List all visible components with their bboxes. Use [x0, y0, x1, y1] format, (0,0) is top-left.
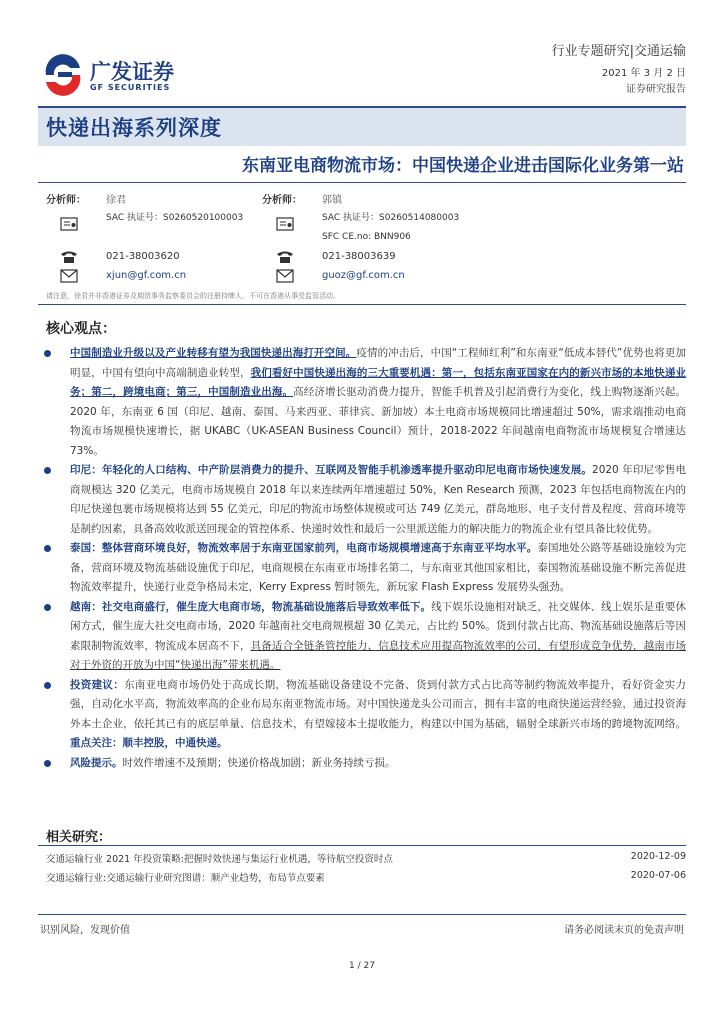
analyst-name-right: 郭镇 [322, 195, 342, 206]
related-item[interactable] [46, 870, 686, 884]
list-item [44, 344, 686, 461]
analyst-name-left: 徐君 [106, 195, 126, 206]
related-item-date: 2020-07-06 [630, 870, 686, 881]
page-number: 1 / 27 [349, 961, 375, 971]
core-views-title: 核心观点： [46, 321, 116, 337]
logo-name: 广发证券 [90, 60, 174, 84]
bullet-text: 时效件增速不及预期；快递价格战加剧；新业务持续亏损。 [122, 756, 396, 769]
bullet-heading: 风险提示。 [70, 756, 123, 769]
related-item-date: 2020-12-09 [630, 851, 686, 862]
bullet-icon [44, 545, 51, 552]
bullet-icon [44, 467, 51, 474]
bullet-icon [44, 682, 51, 689]
analyst-label-left: 分析师： [46, 195, 86, 206]
analyst-email-right[interactable]: guoz@gf.com.cn [322, 270, 405, 281]
footer-disclaimer-link: 请务必阅读末页的免责声明 [564, 925, 684, 936]
list-item [44, 598, 686, 676]
phone-icon [60, 249, 78, 268]
bullet-heading: 我们看好中国快递出海的三大重要机遇：第一，包括东南亚国家在内的新兴市场的本地快递业务；第二，跨境电商；第三，中国制造业出海。 [70, 366, 687, 398]
analyst-disclaimer: 请注意，徐君并非香港证券及期货事务监察委员会的注册持牌人，不可在香港从事受监管活动。 [46, 292, 340, 300]
footer-rule [38, 914, 686, 915]
bullet-text: 高经济增长驱动消费力提升，智能手机普及引起消费行为变化，线上购物逐渐兴起。2020 年，东南亚 6 国（印尼、越南、泰国、马来西亚、菲律宾、新加坡）本土电商市场规模同比增速超过 50%，需求端推动电商物流市场规模快速增长，据 UKABC（UK-ASEAN Business Council）预计，2018-2022 年间越南电商物流市场规模复合增速达 73%。 [70, 386, 686, 457]
company-logo [40, 52, 190, 98]
email-icon [276, 268, 294, 287]
report-type: 证券研究报告 [626, 84, 686, 95]
bullet-icon [44, 604, 51, 611]
series-title: 快递出海系列深度 [46, 116, 222, 140]
bullet-underlined-text: 具备适合全链条管控能力、信息技术应用提高物流效率的公司，有望形成竞争优势，越南市场对于外资的开放为中国“快递出海”带来机遇。 [70, 639, 687, 671]
bullet-text: 线下娱乐设施相对缺乏，社交媒体、线上娱乐是重要休闲方式，催生庞大社交电商市场，2020 年越南社交电商规模超 30 亿美元，占比约 50%。货到付款占比高、物流基础设施落后等因素限制物流效率，物流成本居高不下， [70, 600, 687, 652]
analyst-sac-left: SAC 执证号：S0260520100003 [106, 213, 244, 223]
bullet-heading: 越南：社交电商盛行，催生庞大电商市场，物流基础设施落后导致效率低下。 [70, 600, 432, 613]
bullet-heading: 印尼：年轻化的人口结构、中产阶层消费力的提升、互联网及智能手机渗透率提升驱动印尼电商市场快速发展。 [70, 464, 593, 476]
related-item[interactable] [46, 851, 686, 865]
list-item [44, 461, 686, 539]
related-item-title[interactable]: 交通运输行业 2021 年投资策略:把握时效快递与集运行业机遇，等待航空投资时点 [46, 854, 393, 865]
analyst-label-right: 分析师： [262, 195, 302, 206]
report-date: 2021 年 3 月 2 日 [601, 68, 686, 79]
list-item [44, 676, 686, 754]
bullet-heading: 投资建议： [70, 678, 125, 691]
logo-subtitle: GF SECURITIES [90, 83, 171, 92]
footer-slogan: 识别风险，发现价值 [40, 925, 130, 936]
bullet-text: 2020 年印尼零售电商规模达 320 亿美元，电商市场规模自 2018 年以来连续两年增速超过 50%，Ken Research 预测，2023 年包括电商物流在内的印尼快递包裹市场规模将达到 55 亿美元，印尼的物流市场整体规模或可达 749 亿美元，群岛地形、电子支付普及程度、营商环境等是制约因素，具备高效收派送回现金的管控体系、快递时效性和最后一公里派送能力的解决能力的物流企业有望具备比较优势。 [70, 464, 686, 535]
bullet-text: 泰国地处公路等基础设施较为完备，营商环境及物流基础设施优于印尼，电商规模在东南亚市场排名第二，与东南亚其他国家相比，泰国物流基础设施不断完善促进物流效率提升，快递行业竞争格局未定，Kerry Express 暂时领先，新玩家 Flash Express 发展势头强劲。 [70, 542, 687, 593]
related-research-title: 相关研究： [46, 830, 112, 845]
analyst-phone-left: 021-38003620 [106, 251, 180, 262]
analyst-rule [38, 304, 686, 305]
related-rule [38, 845, 686, 846]
bullet-text: 东南亚电商市场仍处于高成长期，物流基础设备建设不完备、货到付款方式占比高等制约物流效率提升，看好资金实力强，自动化水平高，物流效率高的企业布局东南亚物流市场。对中国快递龙头公司而言，拥有丰富的电商快递运营经验，通过投资海外本土企业，依托其已有的底层单量、信息技术，有望嫁接本土提收能力，构建以中国为基础，辐射全球新兴市场的跨境物流网络。 [70, 678, 686, 730]
bullet-icon [44, 760, 51, 767]
email-icon [60, 268, 78, 287]
bullet-text: 疫情的冲击后，中国“工程师红利”和东南亚“低成本替代”优势也将更加明显，中国有望向中高端制造业转型， [70, 347, 686, 379]
bullet-icon [44, 350, 51, 357]
analyst-email-left[interactable]: xjun@gf.com.cn [106, 270, 187, 281]
phone-icon [276, 249, 294, 268]
certificate-icon [60, 216, 78, 235]
title-rule [38, 182, 686, 183]
list-item [44, 754, 686, 774]
report-subtitle: 东南亚电商物流市场：中国快递企业进击国际化业务第一站 [242, 156, 684, 176]
analyst-phone-right: 021-38003639 [322, 251, 396, 262]
bullet-heading: 重点关注：顺丰控股，中通快递。 [70, 737, 228, 749]
related-item-title[interactable]: 交通运输行业:交通运输行业研究图谱：顺产业趋势，布局节点要素 [46, 873, 325, 884]
report-category: 行业专题研究|交通运输 [551, 44, 686, 59]
bullet-heading: 泰国：整体营商环境良好，物流效率居于东南亚国家前列，电商市场规模增速高于东南亚平均水平。 [70, 542, 538, 554]
gf-logo-icon [40, 52, 86, 98]
certificate-icon [276, 216, 294, 235]
analyst-sac-right: SAC 执证号：S0260514080003 [322, 213, 460, 223]
core-views-list [44, 344, 686, 773]
list-item [44, 539, 686, 598]
analyst-sfc-right: SFC CE.no: BNN906 [322, 232, 411, 242]
bullet-heading: 中国制造业升级以及产业转移有望为我国快递出海打开空间。 [70, 347, 357, 359]
